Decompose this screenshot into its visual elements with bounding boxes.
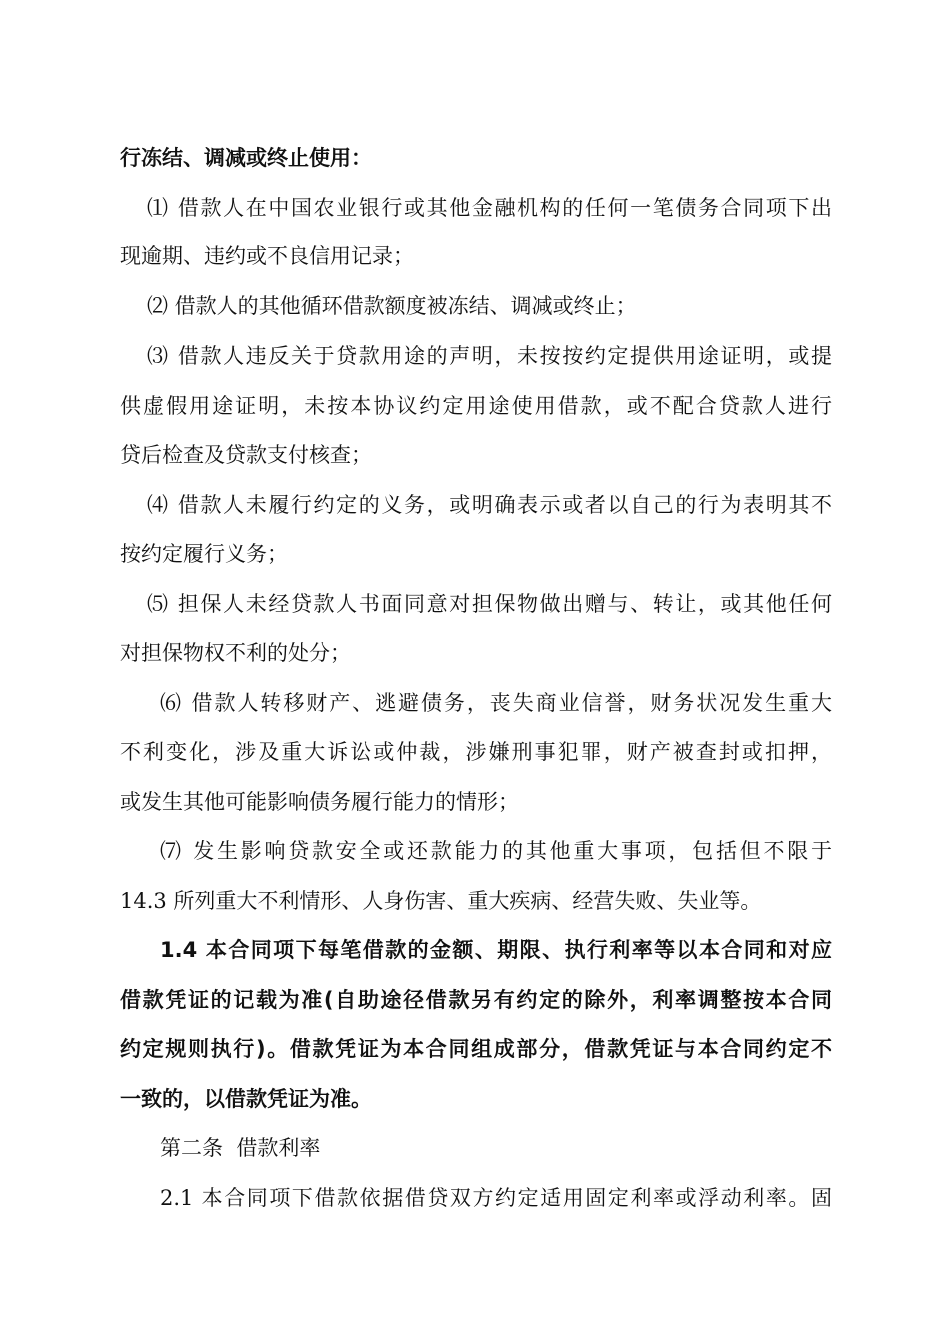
- text-line: 约定规则执行)。借款凭证为本合同组成部分，借款凭证与本合同约定不: [120, 1037, 832, 1061]
- text-line: 按约定履行义务；: [120, 542, 288, 566]
- text-line: 或发生其他可能影响债务履行能力的情形；: [120, 790, 519, 814]
- text-line: 2.1 本合同项下借款依据借贷双方约定适用固定利率或浮动利率。固: [160, 1186, 832, 1210]
- text-line: ⑷ 借款人未履行约定的义务，或明确表示或者以自己的行为表明其不: [147, 493, 832, 517]
- text-line: 现逾期、违约或不良信用记录；: [120, 244, 414, 268]
- text-line: 对担保物权不利的处分；: [120, 641, 351, 665]
- text-line: 1.4 本合同项下每笔借款的金额、期限、执行利率等以本合同和对应: [160, 938, 832, 962]
- text-line: ⑶ 借款人违反关于贷款用途的声明，未按按约定提供用途证明，或提: [147, 344, 832, 368]
- text-line: 供虚假用途证明，未按本协议约定用途使用借款，或不配合贷款人进行: [120, 394, 832, 418]
- text-line: 14.3 所列重大不利情形、人身伤害、重大疾病、经营失败、失业等。: [120, 889, 762, 913]
- text-line: ⑸ 担保人未经贷款人书面同意对担保物做出赠与、转让，或其他任何: [147, 592, 832, 616]
- text-line: ⑺ 发生影响贷款安全或还款能力的其他重大事项，包括但不限于: [160, 839, 832, 863]
- text-line: 一致的，以借款凭证为准。: [120, 1087, 372, 1111]
- text-line: 行冻结、调减或终止使用：: [120, 146, 372, 170]
- text-line: ⑵ 借款人的其他循环借款额度被冻结、调减或终止；: [147, 294, 637, 318]
- text-line: ⑴ 借款人在中国农业银行或其他金融机构的任何一笔债务合同项下出: [147, 196, 832, 220]
- text-line: 不利变化，涉及重大诉讼或仲裁，涉嫌刑事犯罪，财产被查封或扣押，: [120, 740, 832, 764]
- section-heading: 第二条 借款利率: [160, 1136, 321, 1160]
- text-line: 贷后检查及贷款支付核查；: [120, 443, 372, 467]
- text-line: 借款凭证的记载为准(自助途径借款另有约定的除外，利率调整按本合同: [120, 988, 832, 1012]
- text-line: ⑹ 借款人转移财产、逃避债务，丧失商业信誉，财务状况发生重大: [160, 691, 832, 715]
